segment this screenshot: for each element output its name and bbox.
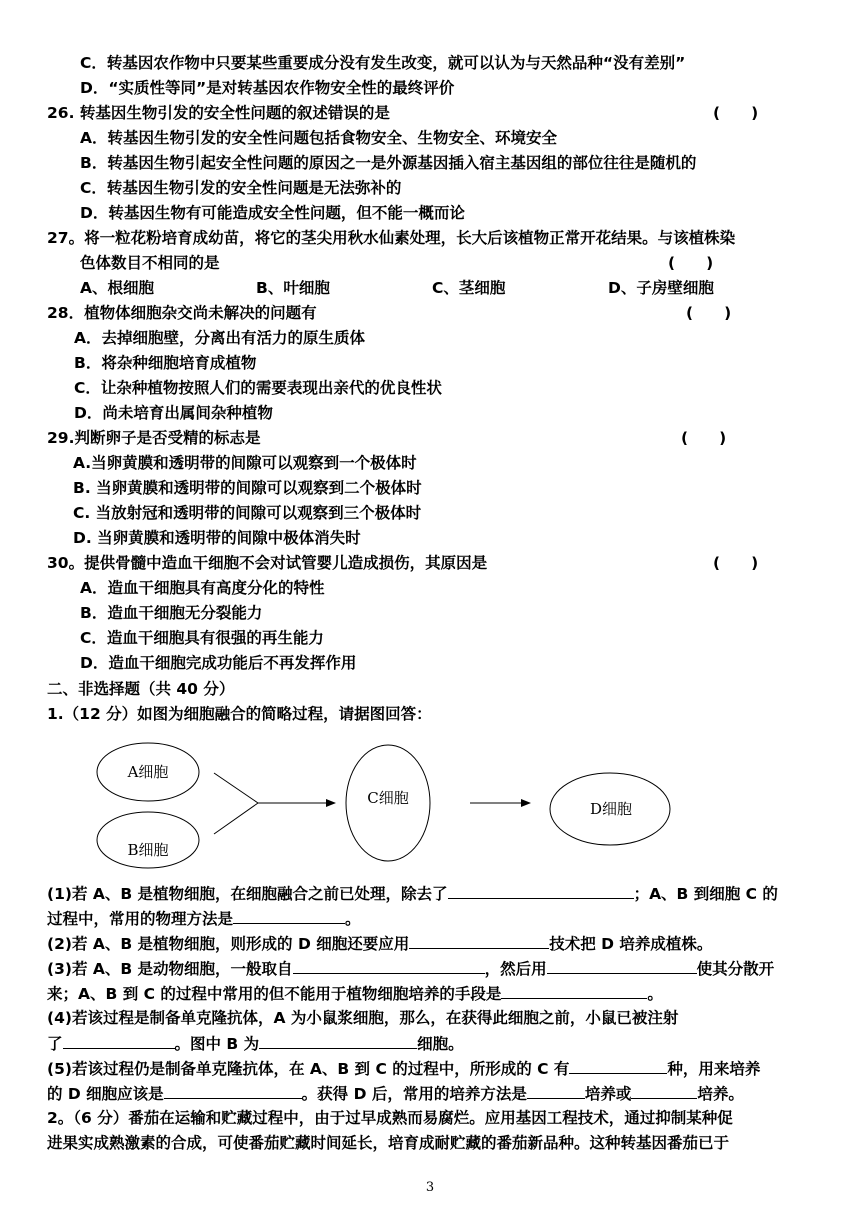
q29-option-a: A.当卵黄膜和透明带的间隙可以观察到一个极体时: [73, 454, 417, 472]
q28-option-a: A．去掉细胞壁，分离出有活力的原生质体: [74, 329, 365, 347]
q1-part3-line2: 来；A、B 到 C 的过程中常用的但不能用于植物细胞培养的手段是 。: [47, 985, 663, 1003]
answer-blank[interactable]: [233, 908, 345, 924]
answer-blank[interactable]: [63, 1033, 175, 1049]
q26-option-b: B．转基因生物引起安全性问题的原因之一是外源基因插入宿主基因组的部位往往是随机的: [80, 154, 697, 172]
q1-part4-line2: 了 。图中 B 为 细胞。: [47, 1035, 464, 1053]
q29-stem: 29.判断卵子是否受精的标志是: [47, 429, 261, 447]
q30-stem: 30。提供骨髓中造血干细胞不会对试管婴儿造成损伤，其原因是: [47, 554, 488, 572]
answer-blank[interactable]: [547, 958, 697, 974]
q28-option-b: B．将杂种细胞培育成植物: [74, 354, 257, 372]
cell-c-label: C细胞: [367, 789, 409, 807]
q30-option-c: C．造血干细胞具有很强的再生能力: [80, 629, 324, 647]
cell-d-label: D细胞: [589, 800, 633, 818]
q1-stem: 1.（12 分）如图为细胞融合的简略过程，请据图回答：: [47, 705, 432, 723]
q30-answer-paren: ( ): [713, 554, 759, 572]
q26-stem: 26. 转基因生物引发的安全性问题的叙述错误的是: [47, 104, 390, 122]
answer-blank[interactable]: [409, 933, 549, 949]
q30-option-a: A．造血干细胞具有高度分化的特性: [80, 579, 325, 597]
cell-fusion-diagram: [0, 730, 860, 880]
q27-option-d: D、子房壁细胞: [608, 279, 714, 297]
q1-part2: (2)若 A、B 是植物细胞，则形成的 D 细胞还要应用 技术把 D 培养成植株。: [47, 935, 713, 953]
q27-option-a: A、根细胞: [80, 279, 154, 297]
q26-option-a: A．转基因生物引发的安全性问题包括食物安全、生物安全、环境安全: [80, 129, 557, 147]
cell-a-label: A细胞: [127, 763, 169, 781]
q26-option-c: C．转基因生物引发的安全性问题是无法弥补的: [80, 179, 402, 197]
q25-option-c: C．转基因农作物中只要某些重要成分没有发生改变，就可以认为与天然品种“没有差别”: [80, 54, 686, 72]
q27-answer-paren: ( ): [668, 254, 714, 272]
q29-option-b: B. 当卵黄膜和透明带的间隙可以观察到二个极体时: [73, 479, 422, 497]
answer-blank[interactable]: [527, 1083, 585, 1099]
answer-blank[interactable]: [448, 883, 634, 899]
q2-line1: 2。（6 分）番茄在运输和贮藏过程中，由于过早成熟而易腐烂。应用基因工程技术，通过抑制某种促: [47, 1109, 733, 1127]
q1-part5-line1: (5)若该过程仍是制备单克隆抗体，在 A、B 到 C 的过程中，所形成的 C 有 种，用来培养: [47, 1060, 761, 1078]
q1-part5-line2: 的 D 细胞应该是 。获得 D 后，常用的培养方法是 培养或 培养。: [47, 1085, 744, 1103]
q25-option-d: D．“实质性等同”是对转基因农作物安全性的最终评价: [80, 79, 455, 97]
q1-part3-line1: (3)若 A、B 是动物细胞，一般取自 ，然后用 使其分散开: [47, 960, 775, 978]
page-number: 3: [425, 1180, 435, 1195]
q27-stem-line1: 27。将一粒花粉培育成幼苗，将它的茎尖用秋水仙素处理，长大后该植物正常开花结果。与该植株染: [47, 229, 736, 247]
q1-part1-line2: 过程中，常用的物理方法是 。: [47, 910, 361, 928]
answer-blank[interactable]: [164, 1083, 302, 1099]
q2-line2: 进果实成熟激素的合成，可使番茄贮藏时间延长，培育成耐贮藏的番茄新品种。这种转基因番茄已于: [47, 1134, 730, 1152]
q27-stem-line2: 色体数目不相同的是: [80, 254, 220, 272]
q26-answer-paren: ( ): [713, 104, 759, 122]
cell-b-label: B细胞: [127, 841, 169, 859]
q28-stem: 28．植物体细胞杂交尚未解决的问题有: [47, 304, 317, 322]
answer-blank[interactable]: [631, 1083, 697, 1099]
q28-option-c: C．让杂种植物按照人们的需要表现出亲代的优良性状: [74, 379, 442, 397]
q29-option-c: C. 当放射冠和透明带的间隙可以观察到三个极体时: [73, 504, 422, 522]
q27-option-c: C、茎细胞: [432, 279, 506, 297]
answer-blank[interactable]: [259, 1033, 417, 1049]
q30-option-b: B．造血干细胞无分裂能力: [80, 604, 263, 622]
answer-blank[interactable]: [293, 958, 485, 974]
answer-blank[interactable]: [569, 1058, 667, 1074]
q1-part4-line1: (4)若该过程是制备单克隆抗体，A 为小鼠浆细胞，那么，在获得此细胞之前，小鼠已被注射: [47, 1009, 679, 1027]
q29-answer-paren: ( ): [681, 429, 727, 447]
q1-part1-line1: (1)若 A、B 是植物细胞，在细胞融合之前已处理，除去了 ；A、B 到细胞 C 的: [47, 885, 778, 903]
section-heading: 二、非选择题（共 40 分）: [47, 680, 235, 698]
fusion-line-lower: [214, 803, 258, 834]
cell-b-ellipse: [97, 812, 199, 868]
q28-option-d: D．尚未培育出属间杂种植物: [74, 404, 273, 422]
q29-option-d: D. 当卵黄膜和透明带的间隙中极体消失时: [73, 529, 361, 547]
answer-blank[interactable]: [501, 983, 647, 999]
q30-option-d: D．造血干细胞完成功能后不再发挥作用: [80, 654, 357, 672]
fusion-line-upper: [214, 773, 258, 803]
q26-option-d: D．转基因生物有可能造成安全性问题，但不能一概而论: [80, 204, 465, 222]
q28-answer-paren: ( ): [686, 304, 732, 322]
q27-option-b: B、叶细胞: [256, 279, 330, 297]
